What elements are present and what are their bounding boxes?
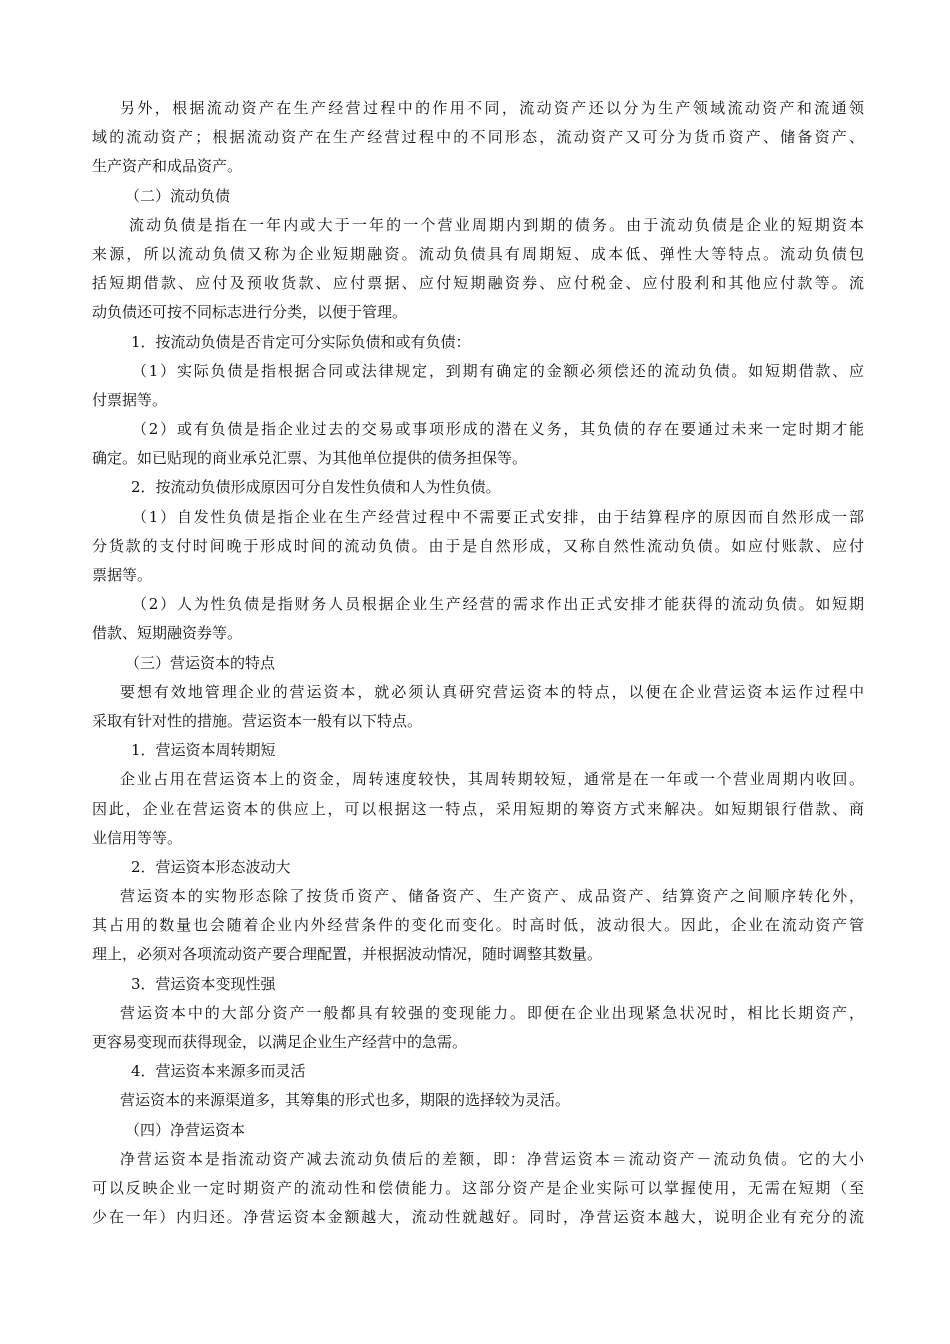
text-line: 净营运资本是指流动资产减去流动负债后的差额，即：净营运资本＝流动资产－流动负债。它的大小 xyxy=(120,1149,864,1168)
text-line: 可以反映企业一定时期资产的流动性和偿债能力。这部分资产是企业实际可以掌握使用，无需在短期（至 xyxy=(92,1178,864,1197)
text-line: 来源，所以流动负债又称为企业短期融资。流动负债具有周期短、成本低、弹性大等特点。流动负债包 xyxy=(92,244,864,263)
text-line: 业信用等等。 xyxy=(92,828,183,847)
text-line: 理上，必须对各项流动资产要合理配置，并根据波动情况，随时调整其数量。 xyxy=(92,945,603,964)
subheading-certainty-classification: 1．按流动负债是否肯定可分实际负债和或有负债： xyxy=(131,332,471,351)
text-line: 付票据等。 xyxy=(92,390,168,409)
paragraph-volatility xyxy=(92,882,864,970)
text-line: 营运资本的实物形态除了按货币资产、储备资产、生产资产、成品资产、结算资产之间顺序转化外， xyxy=(120,887,864,906)
text-line: （2）或有负债是指企业过去的交易或事项形成的潜在义务，其负债的存在要通过未来一定时期才能 xyxy=(132,420,864,439)
text-line: 企业占用在营运资本上的资金，周转速度较快，其周转期较短，通常是在一年或一个营业周期内收回。 xyxy=(120,770,864,789)
paragraph-net-working-capital xyxy=(92,1145,864,1233)
text-line: （1）自发性负债是指企业在生产经营过程中不需要正式安排，由于结算程序的原因而自然形成一部 xyxy=(132,507,864,526)
text-line: （1）实际负债是指根据合同或法律规定，到期有确定的金额必须偿还的流动负债。如短期借款、应 xyxy=(132,361,864,380)
text-line: 域的流动资产；根据流动资产在生产经营过程中的不同形态，流动资产又可分为货币资产、储备资产、 xyxy=(92,128,864,147)
text-line: 括短期借款、应付及预收货款、应付票据、应付短期融资券、应付税金、应付股利和其他应付款等。流 xyxy=(92,274,864,293)
subheading-short-cycle: 1．营运资本周转期短 xyxy=(131,741,276,760)
subheading-cause-classification: 2．按流动负债形成原因可分自发性负债和人为性负债。 xyxy=(131,478,501,497)
text-line: 动负债还可按不同标志进行分类，以便于管理。 xyxy=(92,303,408,322)
paragraph-asset-classification xyxy=(92,94,864,182)
paragraph-contingent-liabilities xyxy=(92,415,864,473)
paragraph-short-cycle xyxy=(92,765,864,853)
paragraph-discretionary-liabilities xyxy=(92,590,864,648)
text-line: 流动负债是指在一年内或大于一年的一个营业周期内到期的债务。由于流动负债是企业的短期资本 xyxy=(129,215,864,234)
text-line: 采取有针对性的措施。营运资本一般有以下特点。 xyxy=(92,711,423,730)
text-line: 因此，企业在营运资本的供应上，可以根据这一特点，采用短期的筹资方式来解决。如短期银行借款、商 xyxy=(92,799,864,818)
text-line: 其占用的数量也会随着企业内外经营条件的变化而变化。时高时低，波动很大。因此，企业在流动资产管 xyxy=(92,916,864,935)
document-page xyxy=(92,94,864,1232)
text-line: 另外，根据流动资产在生产经营过程中的作用不同，流动资产还以分为生产领域流动资产和流通领 xyxy=(120,99,864,117)
text-line: 票据等。 xyxy=(92,566,153,584)
text-line: 分货款的支付时间晚于形成时间的流动负债。由于是自然形成，又称自然性流动负债。如应付账款、应付 xyxy=(92,536,864,555)
subheading-flexible-sources: 4．营运资本来源多而灵活 xyxy=(131,1062,306,1081)
paragraph-liquidity xyxy=(92,999,864,1057)
paragraph-current-liabilities-definition xyxy=(92,211,864,328)
text-line: （2）人为性负债是指财务人员根据企业生产经营的需求作出正式安排才能获得的流动负债。如短期 xyxy=(132,595,864,614)
text-line: 更容易变现而获得现金，以满足企业生产经营中的急需。 xyxy=(92,1033,468,1051)
section-heading-working-capital-features: （三）营运资本的特点 xyxy=(125,653,276,672)
subheading-volatility: 2．营运资本形态波动大 xyxy=(131,857,291,876)
text-line: 生产资产和成品资产。 xyxy=(92,157,243,176)
paragraph-spontaneous-liabilities xyxy=(92,503,864,591)
text-line: 少在一年）内归还。净营运资本金额越大，流动性就越好。同时，净营运资本越大，说明企业有充分的流 xyxy=(92,1208,864,1227)
subheading-liquidity: 3．营运资本变现性强 xyxy=(131,974,276,993)
paragraph-actual-liabilities xyxy=(92,357,864,415)
paragraph-working-capital-intro xyxy=(92,678,864,736)
section-heading-current-liabilities: （二）流动负债 xyxy=(125,186,231,205)
paragraph-flexible-sources: 营运资本的来源渠道多，其筹集的形式也多，期限的选择较为灵活。 xyxy=(120,1091,571,1110)
section-heading-net-working-capital: （四）净营运资本 xyxy=(125,1120,246,1139)
text-line: 确定。如已贴现的商业承兑汇票、为其他单位提供的债务担保等。 xyxy=(92,449,528,468)
text-line: 营运资本中的大部分资产一般都具有较强的变现能力。即便在企业出现紧急状况时，相比长期资产， xyxy=(120,1003,864,1022)
text-line: 借款、短期融资券等。 xyxy=(92,624,243,643)
text-line: 要想有效地管理企业的营运资本，就必须认真研究营运资本的特点，以便在企业营运资本运作过程中 xyxy=(120,682,864,701)
